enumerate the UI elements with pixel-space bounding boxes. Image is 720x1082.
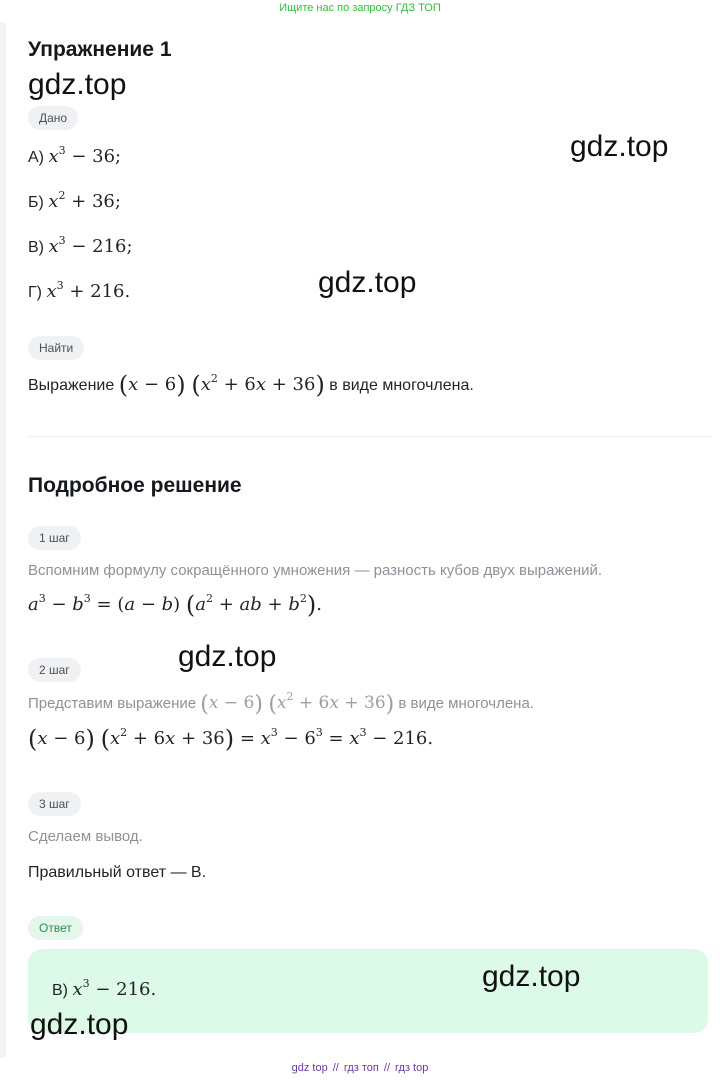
step-1-pill: 1 шаг (28, 526, 81, 550)
exercise-card (12, 22, 712, 1058)
watermark: gdz.top (30, 1008, 129, 1041)
exercise-title: Упражнение 1 (28, 38, 172, 61)
given-item-b: Б) $x^2 + 36$; (28, 189, 121, 212)
footer-link[interactable]: гдз top (395, 1062, 429, 1074)
find-statement: Выражение (x − 6) $(x^2 + 6x + 36)$ в виде многочлена. (28, 371, 474, 399)
watermark: gdz.top (570, 130, 669, 163)
find-pill: Найти (28, 336, 84, 360)
footer-link[interactable]: гдз топ (343, 1062, 379, 1074)
watermark: gdz.top (482, 960, 581, 993)
step-2-formula: (x − 6) $(x^2 + 6x + 36) = x^3 - 6^3 = x^3 - 216$. (28, 725, 434, 753)
answer-box (28, 949, 708, 1033)
search-banner: Ищите нас по запросу ГДЗ ТОП (279, 2, 441, 14)
answer-text: В) $x^3 - 216$. (52, 977, 157, 1000)
given-item-label: Б) (28, 194, 44, 211)
given-item-label: А) (28, 149, 44, 166)
given-item-a: А) $x^3 - 36$; (28, 144, 122, 167)
footer-links: gdz top // гдз топ // гдз top (291, 1062, 429, 1074)
step-1-formula: $a^3 - b^3 = (a - b) (a^2$ + ab + $b^2$). (28, 591, 322, 619)
given-item-label: В) (28, 239, 44, 256)
answer-pill: Ответ (28, 916, 83, 940)
left-edge-rule (0, 22, 6, 1058)
given-item-g: Г) $x^3 + 216$. (28, 279, 131, 302)
step-3-pill: 3 шаг (28, 792, 81, 816)
watermark: gdz.top (28, 68, 127, 101)
step-3-conclusion: Правильный ответ — В. (28, 864, 207, 881)
step-1-text: Вспомним формулу сокращённого умножения — разность кубов двух выражений. (28, 562, 603, 579)
step-3-text: Сделаем вывод. (28, 828, 143, 845)
given-item-label: Г) (28, 284, 42, 301)
given-pill: Дано (28, 106, 78, 130)
watermark: gdz.top (318, 266, 417, 299)
footer-link[interactable]: gdz top (291, 1062, 328, 1074)
watermark: gdz.top (178, 640, 277, 673)
step-2-text: Представим выражение (x − 6) $(x^2 + 6x + 36)$ в виде многочлена. (28, 690, 534, 717)
given-item-v: В) $x^3 - 216$; (28, 234, 133, 257)
solution-title: Подробное решение (28, 474, 242, 497)
section-divider (28, 436, 712, 437)
step-2-pill: 2 шаг (28, 658, 81, 682)
